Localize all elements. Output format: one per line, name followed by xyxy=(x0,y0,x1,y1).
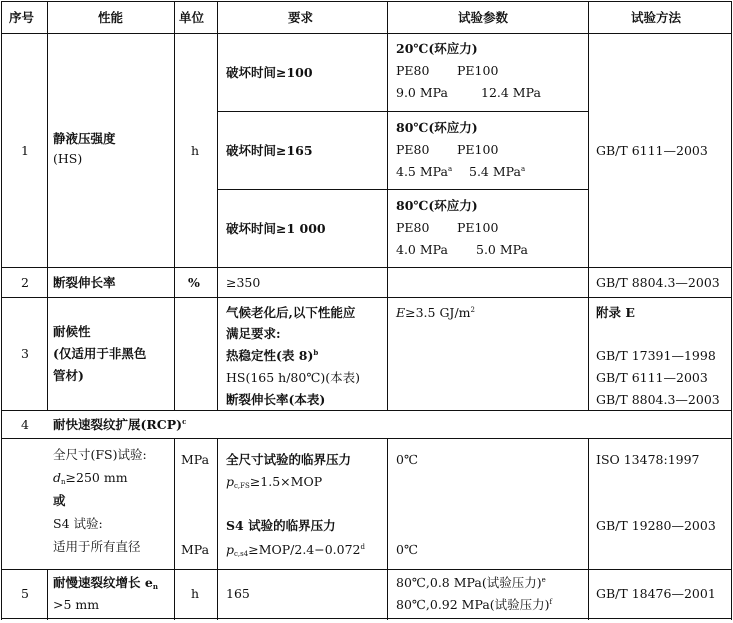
r1-sub3-param-line1: 80℃(环应力) xyxy=(396,198,478,213)
r4b-prop-line3: 或 xyxy=(53,493,66,508)
r2-property: 断裂伸长率 xyxy=(53,275,116,290)
rule-col1-b xyxy=(47,569,48,620)
r2-method: GB/T 8804.3—2003 xyxy=(596,275,720,290)
rule-r3-bottom xyxy=(1,410,732,411)
r5-req: 165 xyxy=(226,586,250,601)
header-params: 试验参数 xyxy=(458,10,509,25)
r1-sub1-param-line1: 20℃(环应力) xyxy=(396,41,478,56)
rule-col2-b xyxy=(174,438,175,620)
r5-property-line1: 耐慢速裂纹增长 $e_n$ xyxy=(53,575,158,591)
header-method: 试验方法 xyxy=(631,10,682,25)
r5-param-line1: 80℃,0.8 MPa(试验压力)$^e$ xyxy=(396,575,546,590)
r1-sub2-req: 破坏时间≥165 xyxy=(226,143,313,158)
rule-col5 xyxy=(588,1,589,411)
rule-r2-bottom xyxy=(1,297,732,298)
r3-method-line1: 附录 E xyxy=(596,305,635,320)
rule-right xyxy=(731,1,732,620)
r1-sub1-value-a: 9.0 MPa xyxy=(396,85,448,100)
r2-req: ≥350 xyxy=(226,275,261,290)
rule-col4-b xyxy=(387,438,388,620)
rule-col2 xyxy=(174,1,175,411)
r3-property-line1: 耐候性 xyxy=(53,324,91,339)
rule-r1-sub1 xyxy=(217,111,588,112)
r5-method: GB/T 18476—2001 xyxy=(596,586,716,601)
r3-req-line4: HS(165 h/80℃)(本表) xyxy=(226,370,360,385)
r4b-req-s4-line2: $p_{c,s4}\ge MOP/2.4-0.072^d$ xyxy=(226,542,365,558)
r1-sub1-pe80: PE80 xyxy=(396,63,430,78)
header-unit: 单位 xyxy=(179,10,205,25)
rule-r1-bottom xyxy=(1,267,732,268)
r1-sub2-value-b: 5.4 MPa$^a$ xyxy=(469,164,526,179)
r1-sub1-req: 破坏时间≥100 xyxy=(226,65,313,80)
r3-param: E≥3.5 $GJ/m^2$ xyxy=(396,305,475,320)
r1-sub3-req: 破坏时间≥1 000 xyxy=(226,221,326,236)
r1-method: GB/T 6111—2003 xyxy=(596,143,708,158)
r3-req-line1: 气候老化后,以下性能应 xyxy=(226,305,356,320)
r5-unit: h xyxy=(191,586,200,601)
r4b-method-fs: ISO 13478:1997 xyxy=(596,452,700,467)
r4b-param-s4: 0℃ xyxy=(396,542,418,557)
r4b-param-fs: 0℃ xyxy=(396,452,418,467)
rule-col3-b xyxy=(217,438,218,620)
rule-top xyxy=(1,1,732,2)
r3-req-line2: 满足要求: xyxy=(226,326,281,341)
header-no: 序号 xyxy=(9,10,35,25)
r5-no: 5 xyxy=(21,586,29,601)
r5-property-line2: >5 mm xyxy=(53,597,100,612)
r1-no: 1 xyxy=(21,143,29,158)
rule-r1-sub2 xyxy=(217,189,588,190)
r2-no: 2 xyxy=(21,275,29,290)
r4b-prop-line5: 适用于所有直径 xyxy=(53,539,141,554)
rule-col4 xyxy=(387,1,388,411)
rule-col1 xyxy=(47,1,48,411)
r3-req-line3: 热稳定性(表 8)$^b$ xyxy=(226,348,319,363)
r1-sub3-pe80: PE80 xyxy=(396,220,430,235)
r2-unit: % xyxy=(188,275,200,290)
r4b-req-fs-line1: 全尺寸试验的临界压力 xyxy=(226,452,352,467)
header-property: 性能 xyxy=(98,10,124,25)
r4b-req-fs-line2: $p_{c,FS}\ge 1.5\times MOP$ xyxy=(226,474,323,490)
header-requirement: 要求 xyxy=(288,10,314,25)
r3-property-line3: 管材) xyxy=(53,368,84,383)
rule-r5-bottom xyxy=(1,618,732,619)
r1-property-line1: 静液压强度 xyxy=(53,131,116,146)
r1-sub1-value-b: 12.4 MPa xyxy=(481,85,541,100)
r4b-method-s4: GB/T 19280—2003 xyxy=(596,518,716,533)
r5-param-line2: 80℃,0.92 MPa(试验压力)$^f$ xyxy=(396,597,553,612)
rule-header-bottom xyxy=(1,33,732,34)
r3-method-line4: GB/T 8804.3—2003 xyxy=(596,392,720,407)
r4b-prop-line4: S4 试验: xyxy=(53,516,103,531)
r1-sub1-pe100: PE100 xyxy=(457,63,499,78)
rule-col3 xyxy=(217,1,218,411)
r1-unit: h xyxy=(191,143,200,158)
r1-property-line2: (HS) xyxy=(53,151,83,166)
r4b-unit-fs: MPa xyxy=(181,452,210,467)
r1-sub3-pe100: PE100 xyxy=(457,220,499,235)
r4-no: 4 xyxy=(21,417,29,432)
r4b-prop-line1: 全尺寸(FS)试验: xyxy=(53,447,147,462)
r1-sub2-pe80: PE80 xyxy=(396,142,430,157)
r1-sub3-value-a: 4.0 MPa xyxy=(396,242,448,257)
rule-left xyxy=(1,1,2,620)
r1-sub2-value-a: 4.5 MPa$^a$ xyxy=(396,164,453,179)
r3-req-line5: 断裂伸长率(本表) xyxy=(226,392,326,407)
r1-sub2-pe100: PE100 xyxy=(457,142,499,157)
rule-r4b-bottom xyxy=(1,569,732,570)
r4b-unit-s4: MPa xyxy=(181,542,210,557)
rule-col5-b xyxy=(588,438,589,620)
r4b-req-s4-line1: S4 试验的临界压力 xyxy=(226,518,336,533)
r3-method-line3: GB/T 6111—2003 xyxy=(596,370,708,385)
r1-sub2-param-line1: 80℃(环应力) xyxy=(396,120,478,135)
r3-no: 3 xyxy=(21,346,29,361)
r4-title: 耐快速裂纹扩展(RCP)$^c$ xyxy=(53,417,187,432)
r3-property-line2: (仅适用于非黑色 xyxy=(53,346,147,361)
r3-method-line2: GB/T 17391—1998 xyxy=(596,348,716,363)
r4b-prop-line2: $d_n\ge 250$ mm xyxy=(53,470,128,486)
rule-r4-bottom xyxy=(1,438,732,439)
spec-table xyxy=(1,1,732,622)
r1-sub3-value-b: 5.0 MPa xyxy=(476,242,528,257)
